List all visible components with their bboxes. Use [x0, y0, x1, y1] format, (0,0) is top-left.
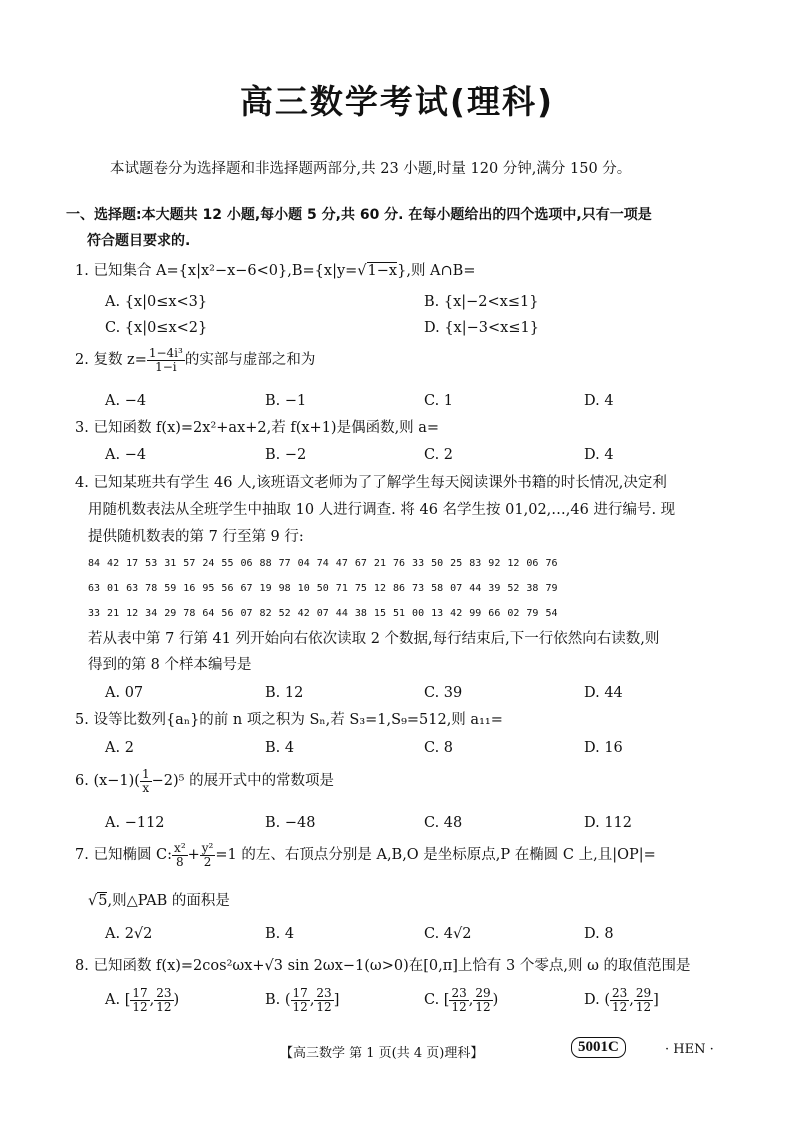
question-8-option-b: B. ( $\frac{17}{12}$ , $\frac{23}{12}$ ]: [265, 986, 340, 1014]
question-6-option-b: B. −48: [265, 815, 316, 831]
page-title: 高三数学考试(理科): [239, 82, 555, 121]
question-5-option-d: D. 16: [584, 740, 623, 756]
question-4-line2: 用随机数表法从全班学生中抽取 10 人进行调查. 将 46 名学生按 01,02,…,46 进行编号. 现: [88, 502, 676, 518]
question-5-option-c: C. 8: [424, 740, 454, 756]
question-1-option-c: C. {x|0≤x<2}: [105, 320, 208, 336]
question-5-option-b: B. 4: [265, 740, 295, 756]
question-2-option-a: A. −4: [105, 393, 147, 409]
question-3-option-d: D. 4: [584, 447, 614, 463]
question-1-option-a: A. {x|0≤x<3}: [105, 294, 208, 310]
question-5-option-a: A. 2: [105, 740, 134, 756]
question-7-option-c: C. 4√2: [424, 926, 472, 942]
question-6-option-c: C. 48: [424, 815, 463, 831]
question-7-option-b: B. 4: [265, 926, 295, 942]
question-3-option-c: C. 2: [424, 447, 454, 463]
question-2-option-c: C. 1: [424, 393, 454, 409]
question-4-option-c: C. 39: [424, 685, 463, 701]
intro-text: 本试题卷分为选择题和非选择题两部分,共 23 小题,时量 120 分钟,满分 150 分。: [110, 161, 632, 177]
question-6-stem: 6. (x−1)( $\frac{1}{x}$ −2)⁵ 的展开式中的常数项是: [75, 767, 335, 795]
question-4-option-b: B. 12: [265, 685, 304, 701]
random-table-row-7: 84 42 17 53 31 57 24 55 06 88 77 04 74 47 67 21 76 33 50 25 83 92 12 06 76: [88, 558, 558, 569]
question-1-option-b: B. {x|−2<x≤1}: [424, 294, 539, 310]
question-3-stem: 3. 已知函数 f(x)=2x²+ax+2,若 f(x+1)是偶函数,则 a=: [75, 420, 440, 436]
question-8-option-c: C. [ $\frac{23}{12}$ , $\frac{29}{12}$ ): [424, 986, 499, 1014]
footer-page-info: 【高三数学 第 1 页(共 4 页)理科】: [280, 1046, 484, 1061]
question-3-option-b: B. −2: [265, 447, 307, 463]
section-heading-line2: 符合题目要求的.: [87, 233, 191, 249]
question-2-option-b: B. −1: [265, 393, 307, 409]
question-8-stem: 8. 已知函数 f(x)=2cos²ωx+√3 sin 2ωx−1(ω>0)在[0,π]上恰有 3 个零点,则 ω 的取值范围是: [75, 958, 691, 974]
question-6-option-a: A. −112: [105, 815, 165, 831]
question-7-option-d: D. 8: [584, 926, 614, 942]
question-4-line3: 提供随机数表的第 7 行至第 9 行:: [88, 529, 304, 545]
question-5-stem: 5. 设等比数列{aₙ}的前 n 项之积为 Sₙ,若 S₃=1,S₉=512,则 a₁₁=: [75, 712, 503, 728]
question-2-option-d: D. 4: [584, 393, 614, 409]
question-7-stem: 7. 已知椭圆 C: $\frac{\text{x²}}{8}$ + $\frac{\text{y²}}{2}$ =1 的左、右顶点分别是 A,B,O 是坐标原点,P 在椭圆 C 上,且|OP|=: [75, 841, 656, 869]
question-4-line1: 4. 已知某班共有学生 46 人,该班语文老师为了了解学生每天阅读课外书籍的时长情况,决定利: [75, 475, 667, 491]
question-7-line2: √5,则△PAB 的面积是: [88, 893, 230, 909]
question-7-option-a: A. 2√2: [105, 926, 153, 942]
question-1-stem: 1. 已知集合 A={x|x²−x−6<0},B={x|y=√1−x},则 A∩B=: [75, 263, 476, 279]
random-table-row-8: 63 01 63 78 59 16 95 56 67 19 98 10 50 71 75 12 86 73 58 07 44 39 52 38 79: [88, 583, 558, 594]
question-2-stem: 2. 复数 z= $\frac{\text{1−4i³}}{1-i}$ 的实部与虚部之和为: [75, 346, 316, 374]
exam-code-badge: 5001C: [571, 1037, 626, 1058]
question-6-option-d: D. 112: [584, 815, 633, 831]
question-4-line4: 若从表中第 7 行第 41 列开始向右依次读取 2 个数据,每行结束后,下一行依然向右读数,则: [88, 631, 660, 647]
random-table-row-9: 33 21 12 34 29 78 64 56 07 82 52 42 07 44 38 15 51 00 13 42 99 66 02 79 54: [88, 608, 558, 619]
footer-tag: · HEN ·: [665, 1042, 714, 1057]
question-4-option-d: D. 44: [584, 685, 623, 701]
question-4-option-a: A. 07: [105, 685, 144, 701]
question-8-option-d: D. ( $\frac{23}{12}$ , $\frac{29}{12}$ ]: [584, 986, 659, 1014]
question-3-option-a: A. −4: [105, 447, 147, 463]
question-8-option-a: A. [ $\frac{17}{12}$ , $\frac{23}{12}$ ): [105, 986, 180, 1014]
section-heading-line1: 一、选择题:本大题共 12 小题,每小题 5 分,共 60 分. 在每小题给出的四个选项中,只有一项是: [66, 207, 652, 223]
question-1-option-d: D. {x|−3<x≤1}: [424, 320, 539, 336]
question-4-line5: 得到的第 8 个样本编号是: [88, 657, 252, 673]
